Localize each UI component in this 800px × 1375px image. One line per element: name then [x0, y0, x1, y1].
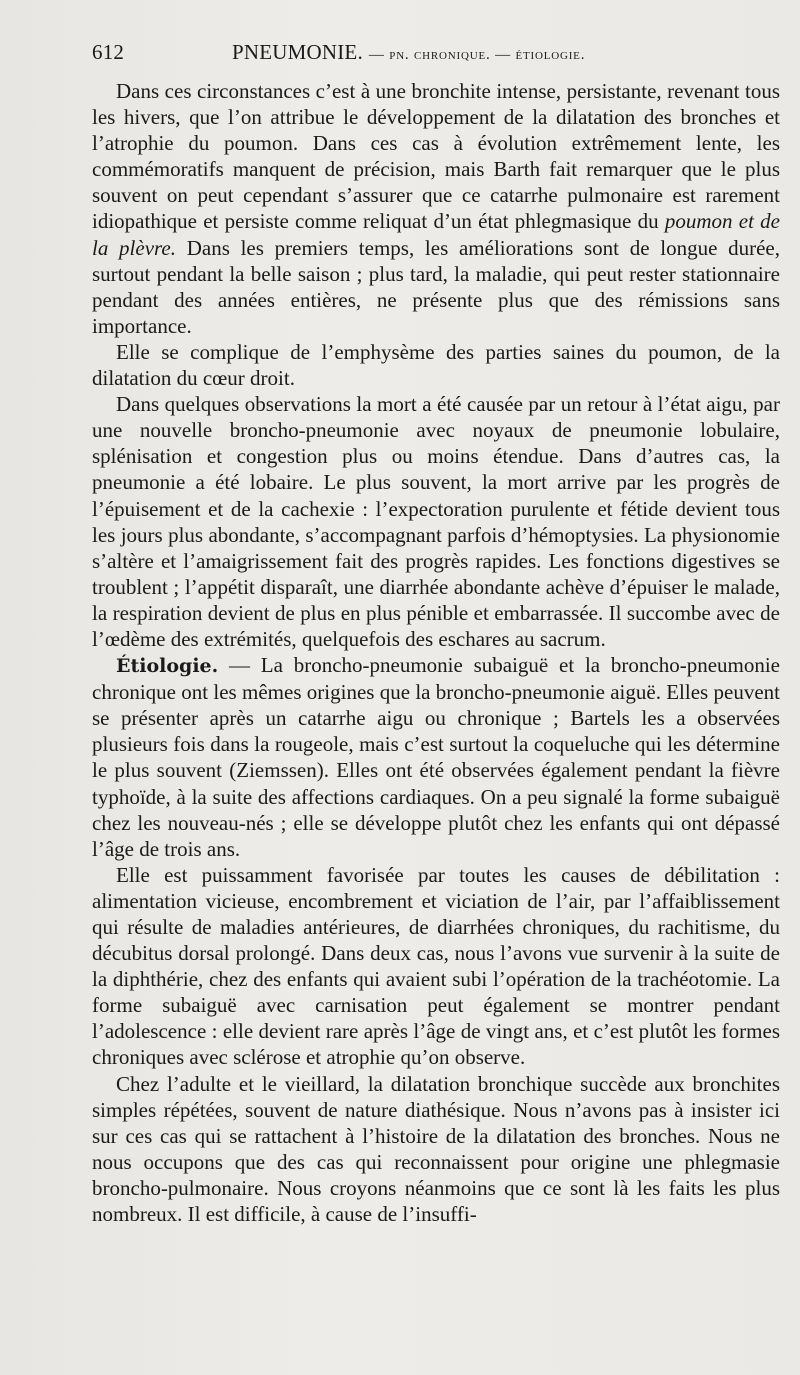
paragraph-4 [92, 652, 780, 862]
paragraph-6: Chez l’adulte et le vieillard, la dilatation bronchique succède aux bronchites simples répétées, souvent de nature diathésique. Nous n’avons pas à insister ici sur ces cas qui se rattachent à l’histoire de la dilatation des bronches. Nous ne nous occupons que des cas qui reconnaissent pour origine une phlegmasie broncho-pulmonaire. Nous croyons néanmoins que ce sont là les faits les plus nombreux. Il est difficile, à cause de l’insuffi- [92, 1071, 780, 1227]
paragraph-5: Elle est puissamment favorisée par toutes les causes de débilitation : alimentation vicieuse, encombrement et viciation de l’air, par l’affaiblissement qui résulte de maladies antérieures, de diarrhées chroniques, du rachitisme, du décubitus dorsal prolongé. Dans deux cas, nous l’avons vue survenir à la suite de la diphthérie, chez des enfants qui avaient subi l’opération de la trachéotomie. La forme subaiguë avec carnisation peut également se montrer pendant l’adolescence : elle devient rare après l’âge de vingt ans, et c’est plutôt les formes chroniques avec sclérose et atrophie qu’on observe. [92, 862, 780, 1070]
section-heading-etiologie: Étiologie. [116, 655, 219, 678]
paragraph-1 [92, 78, 780, 339]
paragraph-1-italic: poumon et de la plèvre. [92, 209, 780, 260]
paragraph-3: Dans quelques observations la mort a été causée par un retour à l’état aigu, par une nouvelle broncho-pneumonie avec noyaux de pneumonie lobulaire, splénisation et congestion plus ou moins étendue. Dans d’autres cas, la pneumonie a été lobaire. Le plus souvent, la mort arrive par les progrès de l’épuisement et de la cachexie : l’expectoration purulente et fétide devient tous les jours plus abondante, s’accompagnant parfois d’hémoptysies. La physionomie s’altère et l’amaigrissement fait des progrès rapides. Les fonctions digestives se troublent ; l’appétit disparaît, une diarrhée abondante achève d’épuiser le malade, la respiration devient de plus en plus pénible et embarrassée. Il succombe avec de l’œdème des extrémités, quelquefois des eschares au sacrum. [92, 392, 780, 651]
running-title-sub: — pn. chronique. — étiologie. [368, 47, 586, 63]
page-number: 612 [92, 40, 125, 64]
running-title [232, 40, 585, 65]
page-body [92, 78, 780, 1227]
paragraph-1-text-b: Dans les premiers temps, les améliorations sont de longue durée, surtout pendant la belle saison ; plus tard, la maladie, qui peut rester stationnaire pendant des années entières, ne présente plus que des rémissions sans importance. [92, 235, 780, 338]
running-header [92, 40, 782, 72]
paragraph-4-text: — La broncho-pneumonie subaiguë et la broncho-pneumonie chronique ont les mêmes origines que la broncho-pneumonie aiguë. Elles peuvent se présenter après un catarrhe aigu ou chronique ; Bartels les a observées plusieurs fois dans la rougeole, mais c’est surtout la coqueluche qui les détermine le plus souvent (Ziemssen). Elles ont été observées également pendant la fièvre typhoïde, à la suite des affections cardiaques. On a peu signalé la forme subaiguë chez les nouveau-nés ; elle se développe plutôt chez les enfants qui ont dépassé l’âge de trois ans. [92, 653, 780, 861]
paragraph-1-text-a: Dans ces circonstances c’est à une bronchite intense, persistante, revenant tous les hivers, que l’on attribue le développement de la dilatation des bronches et l’atrophie du poumon. Dans ces cas à évolution extrêmement lente, les commémoratifs manquent de précision, mais Barth fait remarquer que le plus souvent on peut cependant s’assurer que ce catarrhe pulmonaire est rarement idiopathique et persiste comme reliquat d’un état phlegmasique du [92, 79, 780, 234]
paragraph-2: Elle se complique de l’emphysème des parties saines du poumon, de la dilatation du cœur droit. [92, 339, 780, 391]
running-title-main: PNEUMONIE. [232, 40, 363, 64]
